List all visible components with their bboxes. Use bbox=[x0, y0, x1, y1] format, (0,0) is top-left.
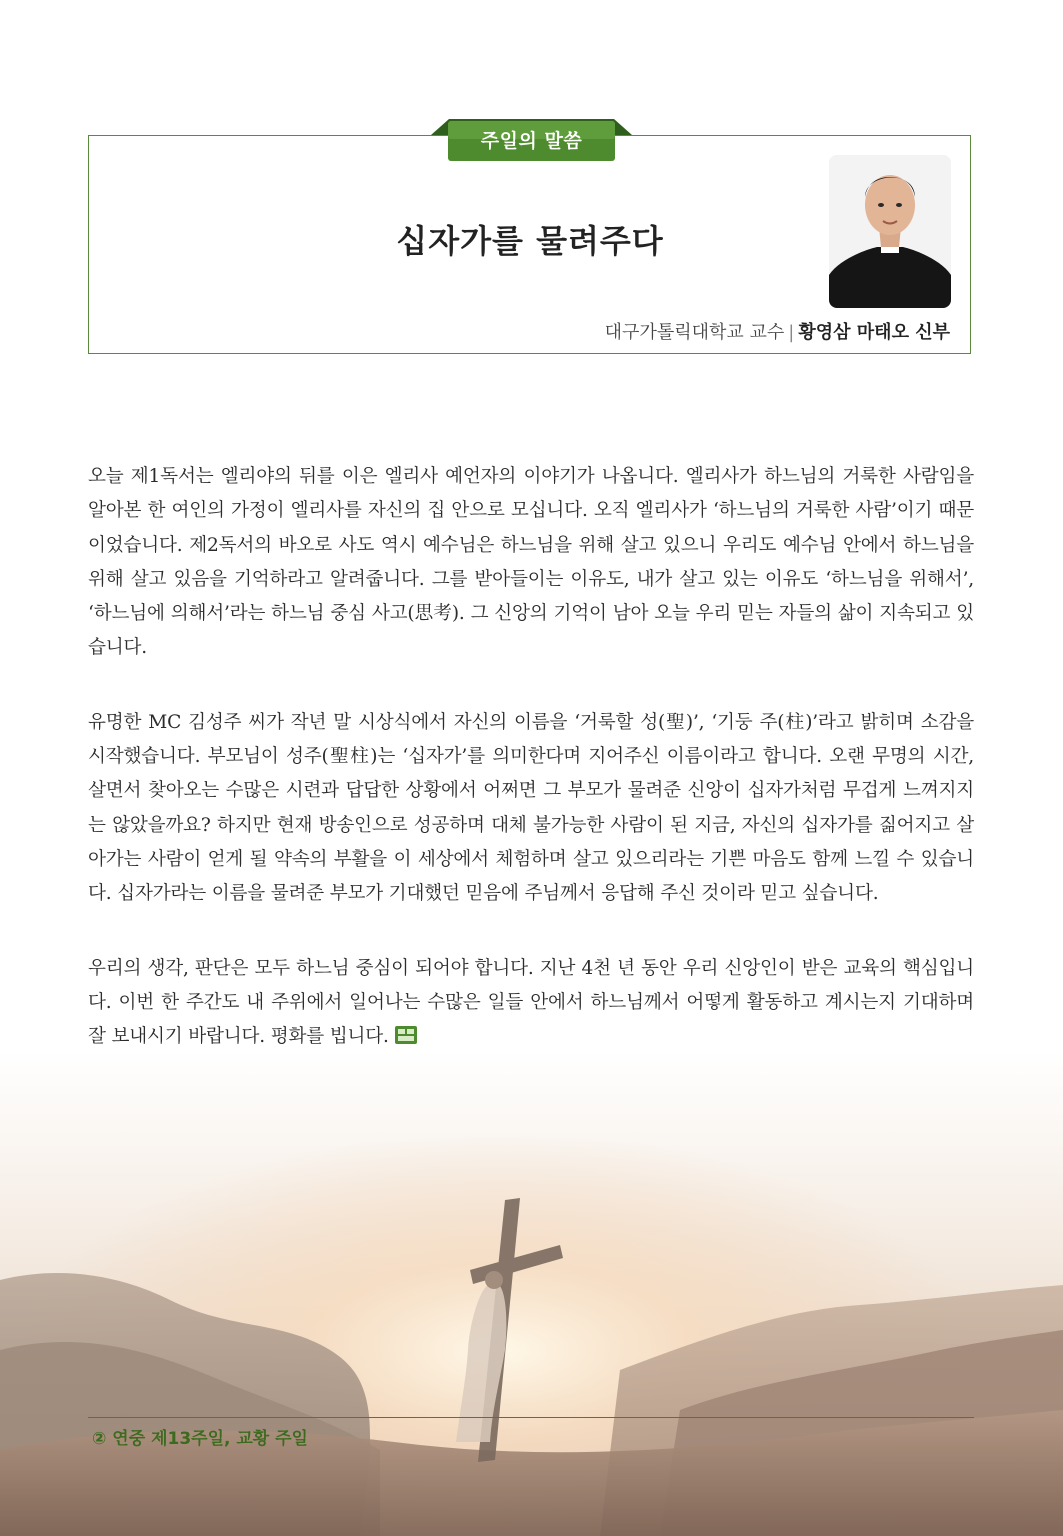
article-title: 십자가를 물려주다 bbox=[396, 222, 664, 260]
byline-separator: | bbox=[788, 322, 795, 343]
section-tab bbox=[431, 119, 632, 163]
byline-author: 황영삼 마태오 신부 bbox=[798, 322, 950, 343]
footer-page-label: ② 연중 제13주일, 교황 주일 bbox=[92, 1429, 308, 1449]
body-paragraph-1: 오늘 제1독서는 엘리야의 뒤를 이은 엘리사 예언자의 이야기가 나옵니다. 엘리사가 하느님의 거룩한 사람임을 알아본 한 여인의 가정이 엘리사를 자신의 집 안으로 모십니다. 오직 엘리사가 ‘하느님의 거룩한 사람’이기 때문이었습니다. 제2독서의 바오로 사도 역시 예수님은 하느님을 위해 살고 있으니 우리도 예수님 안에서 하느님을 위해 살고 있음을 기억하라고 알려줍니다. 그를 받아들이는 이유도, 내가 살고 있는 이유도 ‘하느님을 위해서’, ‘하느님에 의해서’라는 하느님 중심 사고(思考). 그 신앙의 기억이 남아 오늘 우리 믿는 자들의 삶이 지속되고 있습니다. bbox=[88, 466, 974, 659]
body-paragraph-2: 유명한 MC 김성주 씨가 작년 말 시상식에서 자신의 이름을 ‘거룩할 성(聖)’, ‘기둥 주(柱)’라고 밝히며 소감을 시작했습니다. 부모님이 성주(聖柱)는 ‘십자가’를 의미한다며 지어주신 이름이라고 합니다. 오랜 무명의 시간, 살면서 찾아오는 수많은 시련과 답답한 상황에서 어쩌면 그 부모가 물려준 신앙이 십자가처럼 무겁게 느껴지지는 않았을까요? 하지만 현재 방송인으로 성공하며 대체 불가능한 사람이 된 지금, 자신의 십자가를 짊어지고 살아가는 사람이 얻게 될 약속의 부활을 이 세상에서 체험하며 살고 있으리라는 기쁜 마음도 함께 느낄 수 있습니다. 십자가라는 이름을 물려준 부모가 기대했던 믿음에 주님께서 응답해 주신 것이라 믿고 싶습니다. bbox=[88, 711, 974, 905]
section-tab-label: 주일의 말씀 bbox=[480, 130, 583, 152]
byline bbox=[605, 318, 950, 344]
priest-portrait bbox=[829, 155, 951, 308]
footer-rule bbox=[88, 1417, 974, 1418]
bible-end-mark-icon bbox=[395, 1022, 417, 1040]
article-body bbox=[88, 460, 974, 1094]
body-paragraph-3-text: 우리의 생각, 판단은 모두 하느님 중심이 되어야 합니다. 지난 4천 년 동안 우리 신앙인이 받은 교육의 핵심입니다. 이번 한 주간도 내 주위에서 일어나는 수많은 일들 안에서 하느님께서 어떻게 활동하고 계시는지 기대하며 잘 보내시기 바랍니다. 평화를 빕니다. bbox=[88, 957, 974, 1048]
background-scene bbox=[0, 1050, 1063, 1536]
byline-affiliation: 대구가톨릭대학교 교수 bbox=[604, 322, 785, 343]
body-paragraph-3 bbox=[88, 952, 974, 1055]
